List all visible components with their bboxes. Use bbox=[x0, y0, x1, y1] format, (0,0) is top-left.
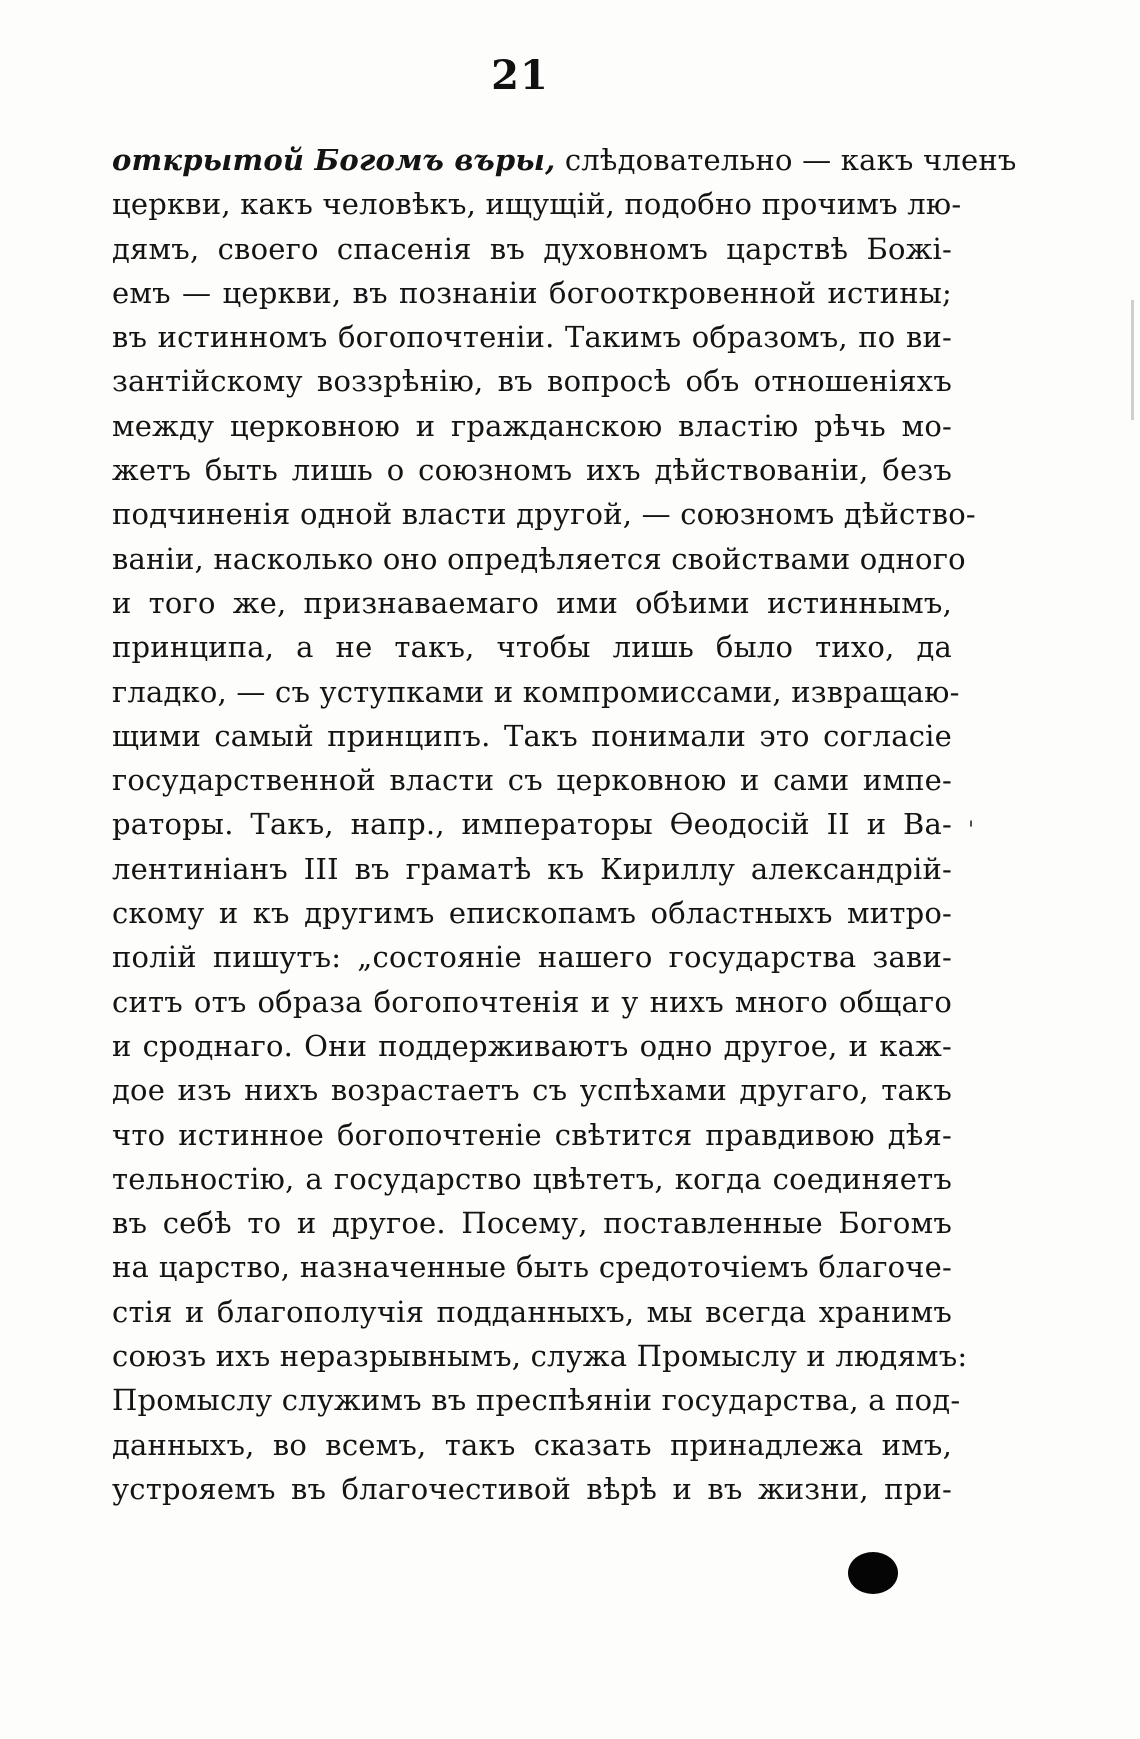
text-line bbox=[112, 138, 1017, 182]
text-line: церкви, какъ человѣкъ, ищущій, подобно прочимъ лю- bbox=[112, 187, 962, 222]
text-line-rest: слѣдовательно — какъ членъ bbox=[555, 143, 1017, 177]
text-line: ваніи, насколько оно опредѣляется свойствами одного bbox=[112, 541, 966, 576]
text-line: союзъ ихъ неразрывнымъ, служа Промыслу и людямъ: bbox=[112, 1339, 968, 1374]
text-line: дямъ, своего спасенія въ духовномъ царствѣ Божі- bbox=[112, 231, 952, 266]
italic-phrase: открытой Богомъ въры, bbox=[112, 143, 556, 177]
body-text bbox=[112, 138, 1017, 1511]
text-line: стія и благополучія подданныхъ, мы всегда хранимъ bbox=[112, 1294, 952, 1329]
text-line: въ истинномъ богопочтеніи. Такимъ образомъ, по ви- bbox=[112, 320, 952, 355]
text-line: подчиненія одной власти другой, — союзномъ дѣйство- bbox=[112, 497, 976, 532]
text-line: Промыслу служимъ въ преспѣяніи государства, а под- bbox=[112, 1383, 961, 1418]
text-line: скому и къ другимъ епископамъ областныхъ митро- bbox=[112, 896, 952, 931]
margin-mark: ' bbox=[968, 818, 975, 843]
text-line: лентиніанъ III въ граматѣ къ Кириллу александрій- bbox=[112, 851, 952, 886]
text-line: раторы. Такъ, напр., императоры Өеодосій II и Ва- bbox=[112, 807, 952, 842]
text-line: ситъ отъ образа богопочтенія и у нихъ много общаго bbox=[112, 984, 952, 1019]
text-line: государственной власти съ церковною и сами импе- bbox=[112, 763, 952, 798]
ink-blot bbox=[848, 1552, 898, 1594]
text-line: и сроднаго. Они поддерживаютъ одно другое, и каж- bbox=[112, 1028, 952, 1063]
text-line: тельностію, а государство цвѣтетъ, когда соединяетъ bbox=[112, 1161, 952, 1196]
text-line: щими самый принципъ. Такъ понимали это согласіе bbox=[112, 718, 952, 753]
text-line: принципа, а не такъ, чтобы лишь было тихо, да bbox=[112, 630, 952, 665]
text-line: полій пишутъ: „состояніе нашего государства зави- bbox=[112, 940, 952, 975]
text-line: зантійскому воззрѣнію, въ вопросѣ объ отношеніяхъ bbox=[112, 364, 952, 399]
page-edge-shadow bbox=[1131, 300, 1134, 420]
text-line: въ себѣ то и другое. Посему, поставленные Богомъ bbox=[112, 1206, 952, 1241]
text-line: гладко, — съ уступками и компромиссами, извращаю- bbox=[112, 674, 960, 709]
text-line: между церковною и гражданскою властію рѣчь мо- bbox=[112, 408, 952, 443]
page-number: 21 bbox=[491, 52, 549, 99]
text-line: жетъ быть лишь о союзномъ ихъ дѣйствованіи, безъ bbox=[112, 453, 952, 488]
text-line: что истинное богопочтеніе свѣтится правдивою дѣя- bbox=[112, 1117, 952, 1152]
text-line: на царство, назначенные быть средоточіемъ благоче- bbox=[112, 1250, 952, 1285]
text-line: дое изъ нихъ возрастаетъ съ успѣхами другаго, такъ bbox=[112, 1073, 952, 1108]
text-line: и того же, признаваемаго ими обѣими истиннымъ, bbox=[112, 585, 952, 620]
text-line: устрояемъ въ благочестивой вѣрѣ и въ жизни, при- bbox=[112, 1471, 952, 1506]
text-line: емъ — церкви, въ познаніи богооткровенной истины; bbox=[112, 275, 952, 310]
text-line: данныхъ, во всемъ, такъ сказать принадлежа имъ, bbox=[112, 1427, 952, 1462]
